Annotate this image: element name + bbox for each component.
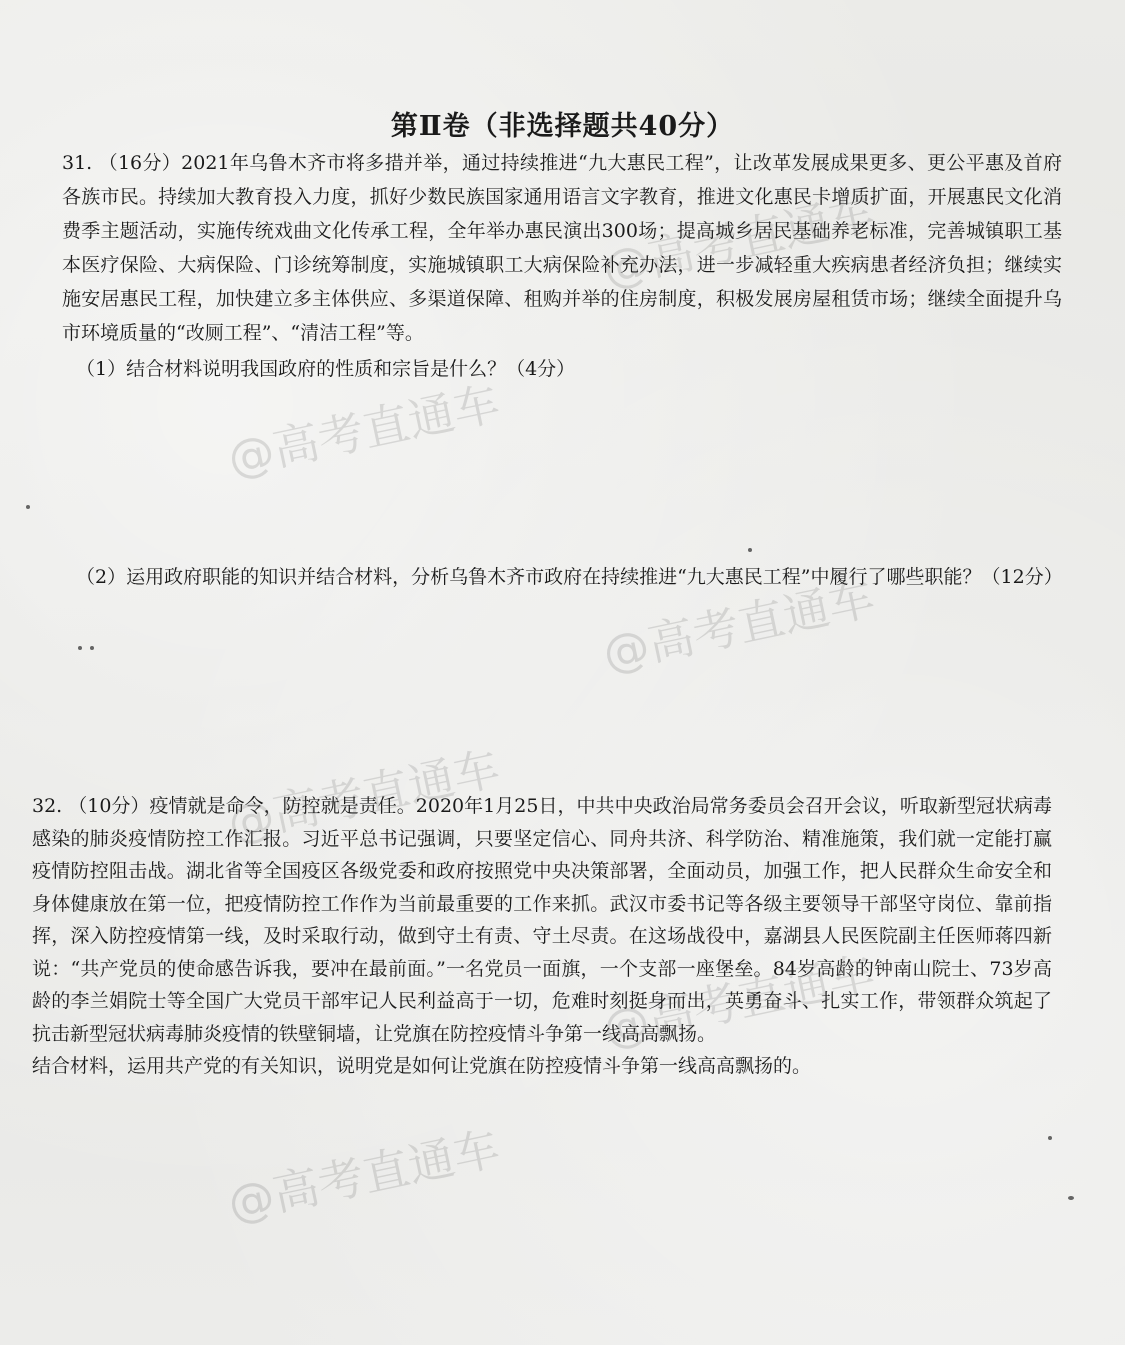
scan-speck: [90, 646, 94, 650]
scan-speck: [78, 646, 82, 650]
question-31-sub-2: （2）运用政府职能的知识并结合材料，分析乌鲁木齐市政府在持续推进“九大惠民工程”中履行了哪些职能？（12分）: [76, 566, 1063, 588]
question-31-sub-1: （1）结合材料说明我国政府的性质和宗旨是什么？（4分）: [76, 358, 576, 380]
section-title: 第Ⅱ卷（非选择题共40分）: [390, 111, 735, 142]
scan-speck: [26, 505, 30, 509]
scan-speck: [1068, 1196, 1074, 1200]
watermark: @高考直通车: [598, 570, 880, 682]
question-31-part-2: [62, 560, 1062, 594]
question-31-stem: 31. （16分）2021年乌鲁木齐市将多措并举，通过持续推进“九大惠民工程”，让改革发展成果更多、更公平惠及首府各族市民。持续加大教育投入力度，抓好少数民族国家通用语言文字教育，推进文化惠民卡增质扩面，开展惠民文化消费季主题活动，实施传统戏曲文化传承工程，全年举办惠民演出300场；提高城乡居民基础养老标准，完善城镇职工基本医疗保险、大病保险、门诊统筹制度，实施城镇职工大病保险补充办法，进一步减轻重大疾病患者经济负担；继续实施安居惠民工程，加快建立多主体供应、多渠道保障、租购并举的住房制度，积极发展房屋租赁市场；继续全面提升乌市环境质量的“改厕工程”、“清洁工程”等。: [62, 152, 1062, 344]
question-31: [62, 146, 1062, 386]
watermark: @高考直通车: [598, 185, 880, 297]
question-32: [32, 790, 1052, 1083]
question-32-stem: 32. （10分）疫情就是命令，防控就是责任。2020年1月25日，中共中央政治局常务委员会召开会议，听取新型冠状病毒感染的肺炎疫情防控工作汇报。习近平总书记强调，只要坚定信心、同舟共济、科学防治、精准施策，我们就一定能打赢疫情防控阻击战。湖北省等全国疫区各级党委和政府按照党中央决策部署，全面动员，加强工作，把人民群众生命安全和身体健康放在第一位，把疫情防控工作作为当前最重要的工作来抓。武汉市委书记等各级主要领导干部坚守岗位、靠前指挥，深入防控疫情第一线，及时采取行动，做到守土有责、守土尽责。在这场战役中，嘉湖县人民医院副主任医师蒋四新说：“共产党员的使命感告诉我，要冲在最前面。”一名党员一面旗，一个支部一座堡垒。84岁高龄的钟南山院士、73岁高龄的李兰娟院士等全国广大党员干部牢记人民利益高于一切，危难时刻挺身而出，英勇奋斗、扎实工作，带领群众筑起了抗击新型冠状病毒肺炎疫情的铁壁铜墙，让党旗在防控疫情斗争第一线高高飘扬。: [32, 795, 1052, 1045]
watermark: @高考直通车: [223, 375, 505, 487]
watermark: @高考直通车: [223, 740, 505, 852]
scan-speck: [1048, 1136, 1052, 1140]
scan-speck: [748, 548, 752, 552]
watermark: @高考直通车: [223, 1120, 505, 1232]
question-32-instruction: 结合材料，运用共产党的有关知识，说明党是如何让党旗在防控疫情斗争第一线高高飘扬的。: [32, 1055, 812, 1077]
watermark: @高考直通车: [598, 945, 880, 1057]
